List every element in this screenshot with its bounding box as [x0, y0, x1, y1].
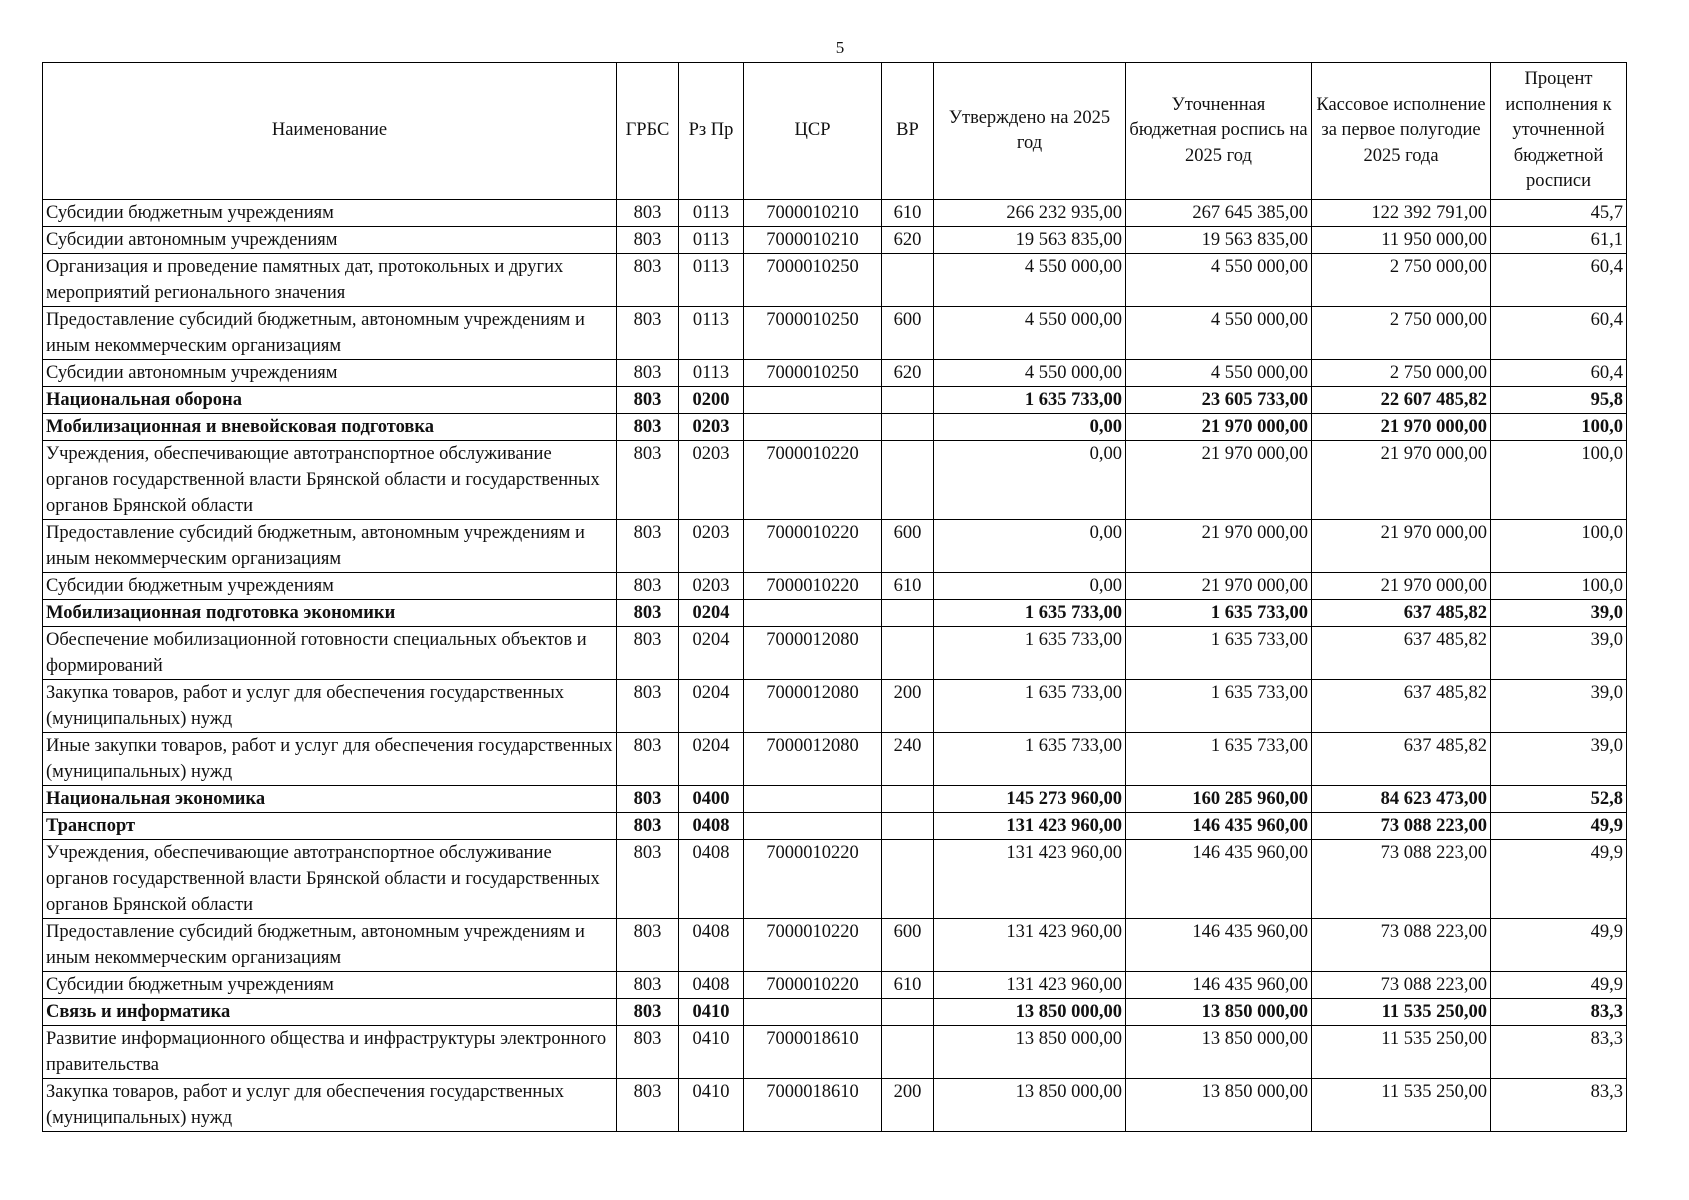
cell-percent: 60,4 [1491, 307, 1627, 360]
cell-refined: 13 850 000,00 [1126, 999, 1312, 1026]
cell-grbs: 803 [617, 387, 679, 414]
cell-rzpr: 0204 [679, 627, 744, 680]
cell-grbs: 803 [617, 1026, 679, 1079]
table-row [43, 227, 1627, 254]
cell-refined: 146 435 960,00 [1126, 972, 1312, 999]
cell-csr: 7000012080 [744, 680, 882, 733]
cell-cash: 637 485,82 [1312, 680, 1491, 733]
cell-csr [744, 414, 882, 441]
cell-refined: 267 645 385,00 [1126, 200, 1312, 227]
cell-grbs: 803 [617, 227, 679, 254]
cell-grbs: 803 [617, 600, 679, 627]
cell-cash: 21 970 000,00 [1312, 520, 1491, 573]
cell-name: Закупка товаров, работ и услуг для обеспечения государственных (муниципальных) нужд [43, 680, 617, 733]
cell-refined: 146 435 960,00 [1126, 919, 1312, 972]
cell-cash: 73 088 223,00 [1312, 813, 1491, 840]
cell-refined: 1 635 733,00 [1126, 733, 1312, 786]
cell-vr: 600 [882, 520, 934, 573]
cell-name: Национальная экономика [43, 786, 617, 813]
table-row [43, 441, 1627, 520]
cell-refined: 1 635 733,00 [1126, 680, 1312, 733]
cell-cash: 637 485,82 [1312, 733, 1491, 786]
cell-csr [744, 813, 882, 840]
cell-vr [882, 627, 934, 680]
cell-name: Учреждения, обеспечивающие автотранспортное обслуживание органов государственной власти Брянской области и государственных органов Брянской области [43, 840, 617, 919]
table-row [43, 1026, 1627, 1079]
cell-vr [882, 414, 934, 441]
table-row [43, 680, 1627, 733]
cell-percent: 49,9 [1491, 972, 1627, 999]
cell-rzpr: 0204 [679, 600, 744, 627]
cell-csr [744, 999, 882, 1026]
cell-vr [882, 1026, 934, 1079]
cell-grbs: 803 [617, 1079, 679, 1132]
header-cash: Кассовое исполнение за первое полугодие 2025 года [1312, 63, 1491, 200]
cell-refined: 1 635 733,00 [1126, 600, 1312, 627]
cell-percent: 49,9 [1491, 813, 1627, 840]
cell-grbs: 803 [617, 919, 679, 972]
table-row [43, 387, 1627, 414]
cell-grbs: 803 [617, 786, 679, 813]
table-row [43, 414, 1627, 441]
cell-csr [744, 600, 882, 627]
cell-name: Предоставление субсидий бюджетным, автономным учреждениям и иным некоммерческим организациям [43, 307, 617, 360]
cell-percent: 61,1 [1491, 227, 1627, 254]
header-grbs: ГРБС [617, 63, 679, 200]
cell-percent: 39,0 [1491, 680, 1627, 733]
cell-cash: 73 088 223,00 [1312, 972, 1491, 999]
cell-csr: 7000010210 [744, 227, 882, 254]
table-row [43, 919, 1627, 972]
cell-cash: 22 607 485,82 [1312, 387, 1491, 414]
cell-refined: 160 285 960,00 [1126, 786, 1312, 813]
cell-refined: 13 850 000,00 [1126, 1026, 1312, 1079]
cell-csr: 7000010220 [744, 840, 882, 919]
cell-vr [882, 786, 934, 813]
cell-cash: 2 750 000,00 [1312, 254, 1491, 307]
header-approved: Утверждено на 2025 год [934, 63, 1126, 200]
cell-grbs: 803 [617, 840, 679, 919]
table-row [43, 840, 1627, 919]
cell-percent: 49,9 [1491, 919, 1627, 972]
cell-rzpr: 0408 [679, 919, 744, 972]
cell-rzpr: 0204 [679, 680, 744, 733]
cell-vr [882, 813, 934, 840]
cell-rzpr: 0410 [679, 1026, 744, 1079]
cell-approved: 4 550 000,00 [934, 360, 1126, 387]
cell-cash: 11 535 250,00 [1312, 1079, 1491, 1132]
cell-name: Мобилизационная подготовка экономики [43, 600, 617, 627]
cell-vr: 200 [882, 680, 934, 733]
cell-grbs: 803 [617, 972, 679, 999]
cell-csr: 7000010250 [744, 360, 882, 387]
cell-approved: 266 232 935,00 [934, 200, 1126, 227]
cell-approved: 0,00 [934, 573, 1126, 600]
cell-cash: 2 750 000,00 [1312, 360, 1491, 387]
cell-grbs: 803 [617, 733, 679, 786]
cell-approved: 1 635 733,00 [934, 680, 1126, 733]
cell-cash: 122 392 791,00 [1312, 200, 1491, 227]
cell-name: Национальная оборона [43, 387, 617, 414]
cell-approved: 131 423 960,00 [934, 972, 1126, 999]
cell-rzpr: 0408 [679, 813, 744, 840]
cell-percent: 60,4 [1491, 360, 1627, 387]
cell-approved: 19 563 835,00 [934, 227, 1126, 254]
cell-refined: 21 970 000,00 [1126, 573, 1312, 600]
cell-cash: 637 485,82 [1312, 600, 1491, 627]
table-body [43, 200, 1627, 1132]
cell-csr: 7000010220 [744, 972, 882, 999]
cell-refined: 146 435 960,00 [1126, 813, 1312, 840]
cell-grbs: 803 [617, 573, 679, 600]
cell-percent: 39,0 [1491, 627, 1627, 680]
cell-approved: 1 635 733,00 [934, 627, 1126, 680]
cell-cash: 73 088 223,00 [1312, 919, 1491, 972]
cell-grbs: 803 [617, 813, 679, 840]
cell-name: Субсидии автономным учреждениям [43, 227, 617, 254]
cell-approved: 0,00 [934, 520, 1126, 573]
cell-csr: 7000010220 [744, 919, 882, 972]
cell-cash: 21 970 000,00 [1312, 414, 1491, 441]
cell-approved: 13 850 000,00 [934, 1079, 1126, 1132]
cell-name: Предоставление субсидий бюджетным, автономным учреждениям и иным некоммерческим организациям [43, 919, 617, 972]
cell-percent: 60,4 [1491, 254, 1627, 307]
cell-vr [882, 999, 934, 1026]
cell-refined: 13 850 000,00 [1126, 1079, 1312, 1132]
header-percent: Процент исполнения к уточненной бюджетной росписи [1491, 63, 1627, 200]
cell-percent: 83,3 [1491, 999, 1627, 1026]
cell-refined: 19 563 835,00 [1126, 227, 1312, 254]
cell-name: Связь и информатика [43, 999, 617, 1026]
cell-approved: 4 550 000,00 [934, 254, 1126, 307]
cell-grbs: 803 [617, 441, 679, 520]
cell-vr: 240 [882, 733, 934, 786]
cell-name: Субсидии бюджетным учреждениям [43, 573, 617, 600]
cell-csr: 7000010220 [744, 520, 882, 573]
table-row [43, 600, 1627, 627]
cell-csr: 7000012080 [744, 627, 882, 680]
cell-percent: 52,8 [1491, 786, 1627, 813]
table-row [43, 733, 1627, 786]
cell-rzpr: 0400 [679, 786, 744, 813]
cell-refined: 146 435 960,00 [1126, 840, 1312, 919]
cell-vr: 200 [882, 1079, 934, 1132]
header-csr: ЦСР [744, 63, 882, 200]
cell-grbs: 803 [617, 999, 679, 1026]
cell-grbs: 803 [617, 414, 679, 441]
cell-csr [744, 786, 882, 813]
cell-percent: 100,0 [1491, 414, 1627, 441]
cell-csr [744, 387, 882, 414]
table-row [43, 972, 1627, 999]
cell-rzpr: 0410 [679, 1079, 744, 1132]
cell-rzpr: 0113 [679, 307, 744, 360]
table-row [43, 813, 1627, 840]
cell-rzpr: 0113 [679, 254, 744, 307]
header-vr: ВР [882, 63, 934, 200]
cell-vr [882, 254, 934, 307]
cell-rzpr: 0203 [679, 414, 744, 441]
cell-percent: 83,3 [1491, 1026, 1627, 1079]
cell-cash: 11 950 000,00 [1312, 227, 1491, 254]
cell-percent: 39,0 [1491, 733, 1627, 786]
cell-cash: 21 970 000,00 [1312, 573, 1491, 600]
cell-name: Закупка товаров, работ и услуг для обеспечения государственных (муниципальных) нужд [43, 1079, 617, 1132]
table-row [43, 254, 1627, 307]
cell-grbs: 803 [617, 520, 679, 573]
cell-vr: 610 [882, 573, 934, 600]
cell-csr: 7000010210 [744, 200, 882, 227]
table-row [43, 360, 1627, 387]
cell-vr [882, 600, 934, 627]
table-row [43, 573, 1627, 600]
cell-name: Организация и проведение памятных дат, протокольных и других мероприятий регионального значения [43, 254, 617, 307]
table-row [43, 999, 1627, 1026]
cell-csr: 7000018610 [744, 1079, 882, 1132]
cell-vr: 620 [882, 227, 934, 254]
cell-vr [882, 441, 934, 520]
cell-percent: 100,0 [1491, 441, 1627, 520]
cell-cash: 73 088 223,00 [1312, 840, 1491, 919]
cell-cash: 637 485,82 [1312, 627, 1491, 680]
cell-approved: 0,00 [934, 414, 1126, 441]
cell-name: Мобилизационная и вневойсковая подготовка [43, 414, 617, 441]
cell-name: Субсидии бюджетным учреждениям [43, 972, 617, 999]
cell-name: Предоставление субсидий бюджетным, автономным учреждениям и иным некоммерческим организациям [43, 520, 617, 573]
cell-rzpr: 0410 [679, 999, 744, 1026]
cell-rzpr: 0203 [679, 441, 744, 520]
table-row [43, 200, 1627, 227]
cell-refined: 23 605 733,00 [1126, 387, 1312, 414]
cell-vr [882, 387, 934, 414]
cell-approved: 131 423 960,00 [934, 919, 1126, 972]
cell-grbs: 803 [617, 680, 679, 733]
cell-approved: 1 635 733,00 [934, 600, 1126, 627]
cell-csr: 7000010250 [744, 307, 882, 360]
cell-rzpr: 0113 [679, 227, 744, 254]
table-row [43, 1079, 1627, 1132]
cell-rzpr: 0408 [679, 840, 744, 919]
cell-name: Иные закупки товаров, работ и услуг для обеспечения государственных (муниципальных) нужд [43, 733, 617, 786]
cell-vr: 610 [882, 200, 934, 227]
cell-rzpr: 0113 [679, 360, 744, 387]
cell-csr: 7000010220 [744, 573, 882, 600]
cell-refined: 4 550 000,00 [1126, 360, 1312, 387]
cell-vr: 600 [882, 919, 934, 972]
cell-approved: 131 423 960,00 [934, 813, 1126, 840]
cell-percent: 83,3 [1491, 1079, 1627, 1132]
cell-grbs: 803 [617, 360, 679, 387]
cell-approved: 4 550 000,00 [934, 307, 1126, 360]
cell-grbs: 803 [617, 307, 679, 360]
cell-rzpr: 0408 [679, 972, 744, 999]
cell-approved: 145 273 960,00 [934, 786, 1126, 813]
cell-vr: 610 [882, 972, 934, 999]
cell-approved: 0,00 [934, 441, 1126, 520]
cell-rzpr: 0203 [679, 573, 744, 600]
cell-vr [882, 840, 934, 919]
cell-percent: 49,9 [1491, 840, 1627, 919]
cell-rzpr: 0113 [679, 200, 744, 227]
cell-cash: 11 535 250,00 [1312, 999, 1491, 1026]
page-number: 5 [835, 38, 845, 57]
cell-grbs: 803 [617, 627, 679, 680]
cell-name: Субсидии бюджетным учреждениям [43, 200, 617, 227]
table-header-row [43, 63, 1627, 200]
cell-percent: 95,8 [1491, 387, 1627, 414]
cell-vr: 600 [882, 307, 934, 360]
cell-cash: 84 623 473,00 [1312, 786, 1491, 813]
cell-name: Учреждения, обеспечивающие автотранспортное обслуживание органов государственной власти Брянской области и государственных органов Брянской области [43, 441, 617, 520]
table-row [43, 786, 1627, 813]
cell-refined: 21 970 000,00 [1126, 414, 1312, 441]
cell-grbs: 803 [617, 200, 679, 227]
cell-cash: 21 970 000,00 [1312, 441, 1491, 520]
cell-rzpr: 0200 [679, 387, 744, 414]
table-row [43, 307, 1627, 360]
cell-name: Обеспечение мобилизационной готовности специальных объектов и формирований [43, 627, 617, 680]
cell-cash: 11 535 250,00 [1312, 1026, 1491, 1079]
cell-refined: 4 550 000,00 [1126, 307, 1312, 360]
budget-table [42, 62, 1627, 1132]
cell-percent: 100,0 [1491, 573, 1627, 600]
cell-name: Развитие информационного общества и инфраструктуры электронного правительства [43, 1026, 617, 1079]
cell-cash: 2 750 000,00 [1312, 307, 1491, 360]
cell-grbs: 803 [617, 254, 679, 307]
cell-refined: 21 970 000,00 [1126, 441, 1312, 520]
cell-rzpr: 0204 [679, 733, 744, 786]
cell-percent: 100,0 [1491, 520, 1627, 573]
cell-name: Субсидии автономным учреждениям [43, 360, 617, 387]
cell-refined: 4 550 000,00 [1126, 254, 1312, 307]
header-name: Наименование [43, 63, 617, 200]
cell-csr: 7000010220 [744, 441, 882, 520]
cell-csr: 7000010250 [744, 254, 882, 307]
cell-csr: 7000012080 [744, 733, 882, 786]
cell-percent: 39,0 [1491, 600, 1627, 627]
cell-approved: 13 850 000,00 [934, 999, 1126, 1026]
cell-approved: 1 635 733,00 [934, 733, 1126, 786]
cell-percent: 45,7 [1491, 200, 1627, 227]
cell-approved: 131 423 960,00 [934, 840, 1126, 919]
cell-csr: 7000018610 [744, 1026, 882, 1079]
header-rzpr: Рз Пр [679, 63, 744, 200]
cell-rzpr: 0203 [679, 520, 744, 573]
header-refined: Уточненная бюджетная роспись на 2025 год [1126, 63, 1312, 200]
table-row [43, 520, 1627, 573]
table-row [43, 627, 1627, 680]
cell-approved: 1 635 733,00 [934, 387, 1126, 414]
cell-vr: 620 [882, 360, 934, 387]
cell-refined: 1 635 733,00 [1126, 627, 1312, 680]
cell-name: Транспорт [43, 813, 617, 840]
cell-refined: 21 970 000,00 [1126, 520, 1312, 573]
cell-approved: 13 850 000,00 [934, 1026, 1126, 1079]
